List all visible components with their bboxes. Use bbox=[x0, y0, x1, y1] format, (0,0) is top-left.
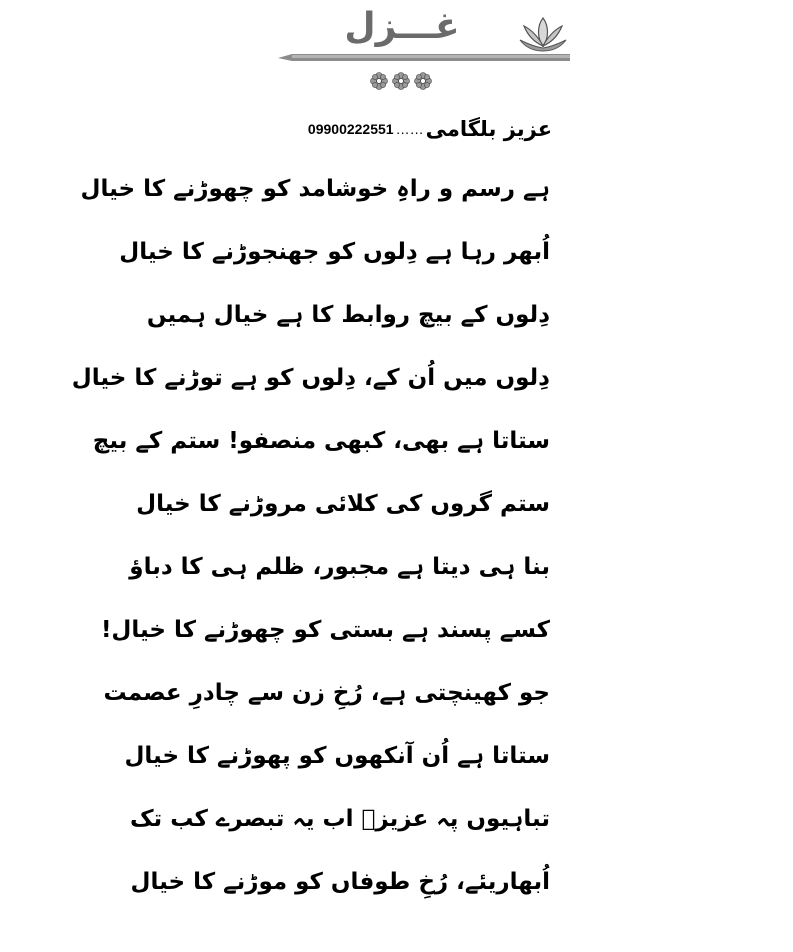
banner-underline bbox=[278, 53, 570, 62]
poem-line: ستم گروں کی کلائی مروڑنے کا خیال bbox=[136, 491, 550, 517]
ornament-row bbox=[370, 72, 432, 92]
poem-line: تباہیوں پہ عزیزؔ اب یہ تبصرے کب تک bbox=[130, 806, 550, 832]
poem-line: اُبھر رہا ہے دِلوں کو جھنجوڑنے کا خیال bbox=[119, 239, 550, 265]
poem-line: ستاتا ہے اُن آنکھوں کو پھوڑنے کا خیال bbox=[124, 743, 550, 769]
rosette-icon bbox=[414, 72, 432, 90]
ghazal-poem bbox=[71, 158, 550, 914]
rosette-icon bbox=[370, 72, 388, 90]
poem-line: جو کھینچتی ہے، رُخِ زن سے چادرِ عصمت bbox=[103, 680, 550, 706]
ghazal-banner bbox=[278, 4, 570, 66]
poet-byline bbox=[300, 112, 560, 146]
lotus-icon bbox=[518, 14, 568, 54]
poet-phone-number: 09900222551 bbox=[307, 121, 394, 137]
poem-line: اُبھاریئے، رُخِ طوفاں کو موڑنے کا خیال bbox=[130, 869, 550, 895]
poem-line: دِلوں میں اُن کے، دِلوں کو ہے توڑنے کا خیال bbox=[71, 365, 550, 391]
rosette-icon bbox=[392, 72, 410, 90]
byline-separator: …… bbox=[395, 121, 424, 137]
ghazal-title: غـــزل bbox=[344, 6, 460, 47]
poem-line: دِلوں کے بیچ روابط کا ہے خیال ہمیں bbox=[146, 302, 550, 328]
poem-line: ہے رسم و راہِ خوشامد کو چھوڑنے کا خیال bbox=[80, 176, 550, 202]
poet-name: عزیز بلگامی bbox=[425, 117, 553, 141]
poem-line: بنا ہی دیتا ہے مجبور، ظلم ہی کا دباؤ bbox=[129, 554, 550, 580]
poem-line: ستاتا ہے بھی، کبھی منصفو! ستم کے بیچ bbox=[92, 428, 550, 454]
poem-line: کسے پسند ہے بستی کو چھوڑنے کا خیال! bbox=[100, 617, 550, 643]
